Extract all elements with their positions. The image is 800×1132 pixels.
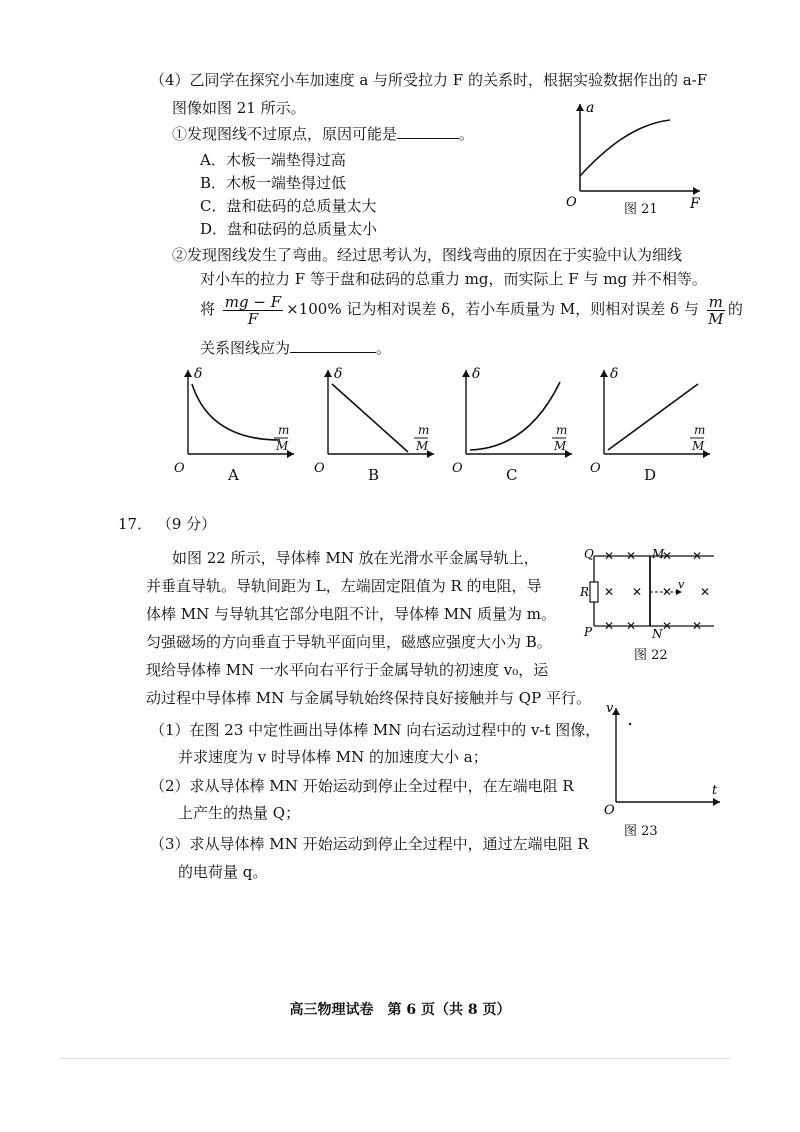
svg-text:✕: ✕ (626, 549, 637, 563)
delta-graph-d (586, 362, 716, 487)
q4-sub2-line3-b: ×100% 记为相对误差 δ，若小车质量为 M，则相对误差 δ 与 (286, 300, 699, 318)
delta-graph-b (310, 362, 440, 487)
magnetic-field-marks (604, 549, 710, 633)
fig21-y-arrow (576, 104, 584, 111)
q4-sub2-line4-text: 关系图线应为 (200, 339, 291, 357)
ratio-numerator: mg − F (224, 292, 282, 311)
fig21-origin: O (566, 195, 577, 210)
graph-letter: A (228, 466, 239, 484)
q17-part3: （3）求从导体棒 MN 开始运动到停止全过程中，通过左端电阻 R (150, 835, 589, 853)
q17-part3-cont: 的电荷量 q。 (178, 863, 268, 881)
figure-21 (560, 96, 710, 216)
x-label-den: M (554, 439, 567, 453)
x-label-den: M (416, 439, 429, 453)
delta-curve-d (608, 384, 698, 450)
q17-body-2: 体棒 MN 与导轨其它部分电阻不计，导体棒 MN 质量为 m。 (146, 605, 557, 623)
fig23-v0-dot (629, 723, 631, 725)
q4-sub2-line3 (200, 292, 743, 327)
svg-text:✕: ✕ (700, 585, 711, 599)
y-label: δ (194, 366, 203, 382)
q17-part2: （2）求从导体棒 MN 开始运动到停止全过程中，在左端电阻 R (150, 777, 574, 795)
q4-sub2-line3-a: 将 (200, 300, 216, 318)
q4-intro-line1: （4）乙同学在探究小车加速度 a 与所受拉力 F 的关系时，根据实验数据作出的 a-F (150, 71, 708, 89)
fig23-caption: 图 23 (624, 824, 658, 839)
q17-part1-cont: 并求速度为 v 时导体棒 MN 的加速度大小 a； (178, 748, 488, 766)
delta-graph-c (448, 362, 578, 487)
fig23-y-label: v (606, 701, 614, 716)
origin-label: O (452, 461, 463, 476)
mM-denominator: M (708, 309, 724, 328)
q17-body-3: 匀强磁场的方向垂直于导轨平面向里，磁感应强度大小为 B。 (146, 633, 552, 651)
q4-sub2-line3-c: 的 (727, 300, 743, 318)
svg-text:✕: ✕ (662, 549, 673, 563)
option-b: B．木板一端垫得过低 (200, 174, 347, 192)
svg-text:✕: ✕ (692, 619, 703, 633)
fig21-caption: 图 21 (624, 202, 658, 217)
resistor-r (590, 582, 598, 602)
q17-part2-cont: 上产生的热量 Q； (178, 804, 301, 822)
delta-curve-b (332, 384, 408, 452)
origin-label: O (314, 461, 325, 476)
y-arrow (600, 370, 608, 377)
q17-body-4: 现给导体棒 MN 一水平向右平行于金属导轨的初速度 v₀，运 (146, 661, 549, 679)
delta-graph-a (170, 362, 300, 487)
q4-sub2-line1: ②发现图线发生了弯曲。经过思考认为，图线弯曲的原因在于实验中认为细线 (172, 246, 683, 264)
label-v: v (678, 578, 685, 591)
svg-text:✕: ✕ (626, 619, 637, 633)
svg-text:✕: ✕ (604, 619, 615, 633)
fig21-y-label: a (586, 100, 595, 116)
fig23-x-label: t (712, 783, 718, 798)
q17-body-5: 动过程中导体棒 MN 与金属导轨始终保持良好接触并与 QP 平行。 (146, 689, 591, 707)
option-d: D．盘和砝码的总质量太小 (200, 220, 378, 238)
answer-blank-2[interactable] (290, 338, 376, 353)
page-footer: 高三物理试卷 第 6 页（共 8 页） (289, 1002, 511, 1018)
bottom-rule (60, 1058, 730, 1059)
q17-part1: （1）在图 23 中定性画出导体棒 MN 向右运动过程中的 v-t 图像， (150, 721, 601, 739)
graph-letter: C (506, 466, 518, 484)
label-p: P (584, 625, 593, 639)
q4-sub2-line4 (200, 338, 391, 358)
option-c: C．盘和砝码的总质量太大 (200, 197, 377, 215)
y-label: δ (334, 366, 343, 382)
q4-sub1 (172, 124, 474, 144)
q4-intro-line2: 图像如图 21 所示。 (172, 99, 306, 117)
q17-number: 17． (118, 515, 153, 533)
y-label: δ (610, 366, 619, 382)
graph-letter: B (368, 466, 380, 484)
mM-numerator: m (708, 292, 723, 311)
svg-text:✕: ✕ (632, 585, 643, 599)
x-label-num: m (556, 423, 568, 437)
y-arrow (324, 370, 332, 377)
error-ratio-fraction (223, 294, 283, 327)
svg-text:✕: ✕ (604, 549, 615, 563)
answer-blank-1[interactable] (397, 124, 459, 139)
figure-23 (598, 700, 728, 820)
x-label-num: m (418, 423, 430, 437)
delta-curve-a (192, 384, 280, 440)
m-over-M-fraction (707, 294, 725, 327)
x-label-den: M (276, 439, 289, 453)
x-label-num: m (278, 423, 290, 437)
figure-22 (582, 546, 722, 646)
graph-letter: D (644, 466, 657, 484)
q17-points: （9 分） (156, 515, 217, 533)
delta-curve-c (470, 382, 560, 450)
q4-sub1-end: 。 (459, 125, 475, 143)
q4-sub2-line4-end: 。 (376, 339, 392, 357)
q17-header (118, 514, 216, 534)
fig22-caption: 图 22 (634, 648, 668, 663)
y-label: δ (472, 366, 481, 382)
x-label-num: m (694, 423, 706, 437)
label-q: Q (584, 547, 594, 561)
origin-label: O (174, 461, 185, 476)
fig21-x-arrow (693, 187, 700, 195)
q17-body-1: 并垂直导轨。导轨间距为 L，左端固定阻值为 R 的电阻，导 (146, 577, 542, 595)
svg-text:✕: ✕ (662, 619, 673, 633)
fig23-origin: O (604, 803, 615, 818)
x-label-den: M (692, 439, 705, 453)
q4-sub2-line2: 对小车的拉力 F 等于盘和砝码的总重力 mg，而实际上 F 与 mg 并不相等。 (200, 270, 707, 288)
fig21-curve (580, 120, 670, 176)
q17-body-0: 如图 22 所示，导体棒 MN 放在光滑水平金属导轨上， (172, 549, 539, 567)
label-m: M (652, 547, 665, 561)
ratio-denominator: F (247, 309, 259, 328)
q4-sub1-text: ①发现图线不过原点，原因可能是 (172, 125, 398, 143)
y-arrow (462, 370, 470, 377)
option-a: A．木板一端垫得过高 (200, 151, 346, 169)
svg-text:✕: ✕ (662, 585, 673, 599)
label-r: R (580, 585, 590, 599)
svg-text:✕: ✕ (604, 585, 615, 599)
svg-text:✕: ✕ (692, 549, 703, 563)
origin-label: O (590, 461, 601, 476)
label-n: N (652, 627, 663, 641)
y-arrow (184, 370, 192, 377)
fig21-x-label: F (690, 196, 700, 212)
